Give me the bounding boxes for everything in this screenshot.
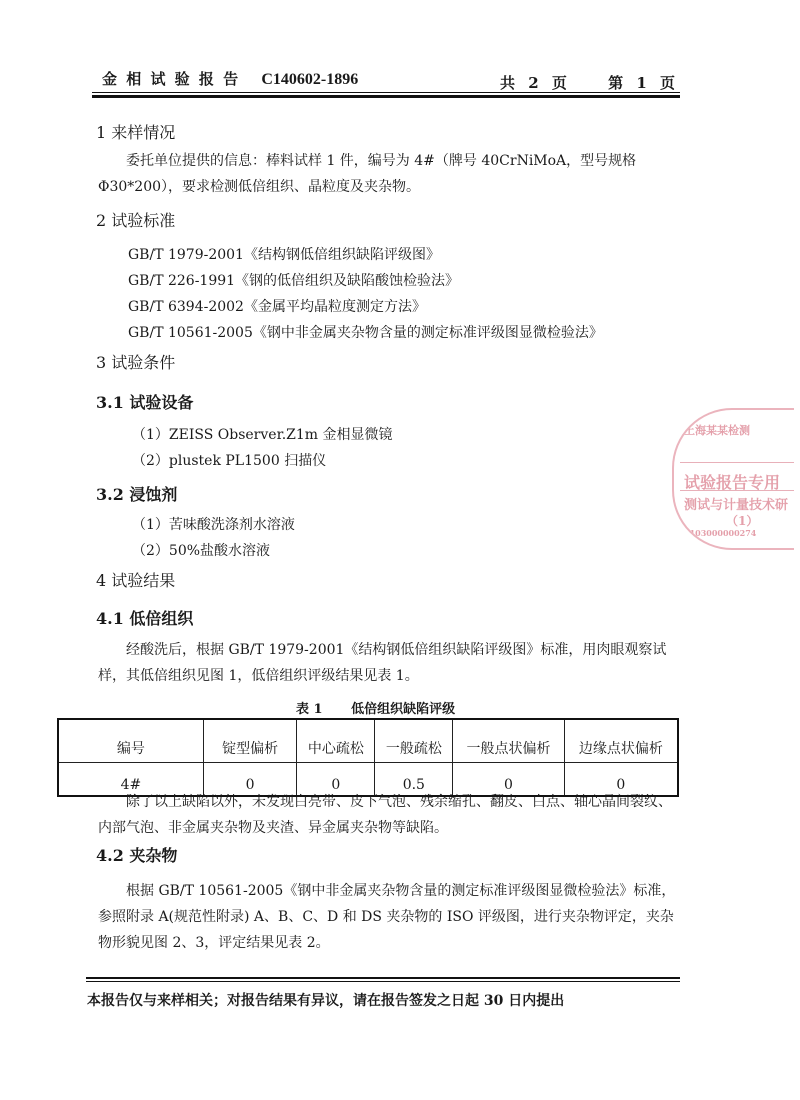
table-cell: 0 xyxy=(203,763,297,797)
section-4-2-paragraph: 根据 GB/T 10561-2005《钢中非金属夹杂物含量的测定标准评级图显微检验法》标准，参照附录 A(规范性附录) A、B、C、D 和 DS 夹杂物的 ISO 评级图，进行夹杂物评定，夹杂物形貌见图 2、3，评定结果见表 2。 xyxy=(98,883,676,951)
section-1-paragraph: 委托单位提供的信息：棒料试样 1 件，编号为 4#（牌号 40CrNiMoA，型号规格Φ30*200），要求检测低倍组织、晶粒度及夹杂物。 xyxy=(98,153,637,195)
table-header-cell: 一般疏松 xyxy=(375,719,453,763)
section-2-heading: 2 试验标准 xyxy=(96,211,176,230)
stamp-text: 上海某某检测 xyxy=(684,424,750,437)
total-pages: 共 2 页 xyxy=(500,74,568,92)
section-3-heading: 3 试验条件 xyxy=(96,353,176,372)
section-3-1-heading: 3.1 试验设备 xyxy=(96,393,194,412)
standard-item: GB/T 10561-2005《钢中非金属夹杂物含量的测定标准评级图显微检验法》 xyxy=(128,325,603,341)
stamp-text: 测试与计量技术研 xyxy=(684,498,789,513)
table-cell: 0 xyxy=(564,763,678,797)
table-header-cell: 锭型偏析 xyxy=(203,719,297,763)
footer-rule-thick xyxy=(86,977,680,979)
report-title: 金 相 试 验 报 告 xyxy=(102,70,241,88)
table-cell: 0.5 xyxy=(375,763,453,797)
report-number: C140602-1896 xyxy=(261,71,359,88)
section-4-1-heading: 4.1 低倍组织 xyxy=(96,609,194,628)
stamp-divider xyxy=(680,490,794,491)
standard-item: GB/T 1979-2001《结构钢低倍组织缺陷评级图》 xyxy=(128,247,440,263)
stamp-text: （1） xyxy=(726,514,759,528)
section-4-1-paragraph: 经酸洗后，根据 GB/T 1979-2001《结构钢低倍组织缺陷评级图》标准，用肉眼观察试样，其低倍组织见图 1，低倍组织评级结果见表 1。 xyxy=(98,642,667,684)
header-rule-thick xyxy=(92,95,680,98)
macro-defect-table xyxy=(57,718,679,797)
stamp-text: 试验报告专用 xyxy=(684,473,781,492)
test-report-seal-stamp xyxy=(672,408,794,550)
section-3-2-heading: 3.2 浸蚀剂 xyxy=(96,485,178,504)
table-cell: 4# xyxy=(58,763,203,797)
section-4-heading: 4 试验结果 xyxy=(96,571,176,590)
report-footer-note: 本报告仅与来样相关；对报告结果有异议，请在报告签发之日起 30 日内提出 xyxy=(87,993,565,1009)
etchant-item: （2）50%盐酸水溶液 xyxy=(132,543,271,559)
standard-item: GB/T 6394-2002《金属平均晶粒度测定方法》 xyxy=(128,299,426,315)
etchant-item: （1）苦味酸洗涤剂水溶液 xyxy=(132,517,295,533)
table-1-label: 表 1 xyxy=(296,702,323,717)
stamp-text: 3103000000274 xyxy=(684,528,757,538)
standard-item: GB/T 226-1991《钢的低倍组织及缺陷酸蚀检验法》 xyxy=(128,273,460,289)
stamp-divider xyxy=(680,462,794,463)
table-header-cell: 中心疏松 xyxy=(297,719,375,763)
page-indicator xyxy=(500,72,680,93)
table-cell: 0 xyxy=(297,763,375,797)
header-rule-thin xyxy=(92,92,680,93)
table-header-row xyxy=(58,719,678,763)
table-cell: 0 xyxy=(453,763,564,797)
equipment-item: （2）plustek PL1500 扫描仪 xyxy=(132,453,327,469)
table-header-cell: 一般点状偏析 xyxy=(453,719,564,763)
section-4-2-heading: 4.2 夹杂物 xyxy=(96,846,178,865)
table-header-cell: 编号 xyxy=(58,719,203,763)
footer-rule-thin xyxy=(86,981,680,982)
equipment-item: （1）ZEISS Observer.Z1m 金相显微镜 xyxy=(132,427,393,443)
table-header-cell: 边缘点状偏析 xyxy=(564,719,678,763)
section-1-heading: 1 来样情况 xyxy=(96,123,176,142)
table-1-caption xyxy=(296,698,455,717)
table-1-title: 低倍组织缺陷评级 xyxy=(351,702,456,717)
current-page: 第 1 页 xyxy=(608,74,677,92)
after-table-paragraph: 除了以上缺陷以外，未发现白亮带、皮下气泡、残余缩孔、翻皮、白点、轴心晶间裂纹、内部气泡、非金属夹杂物及夹渣、异金属夹杂物等缺陷。 xyxy=(98,794,672,836)
report-header-title xyxy=(102,68,358,89)
